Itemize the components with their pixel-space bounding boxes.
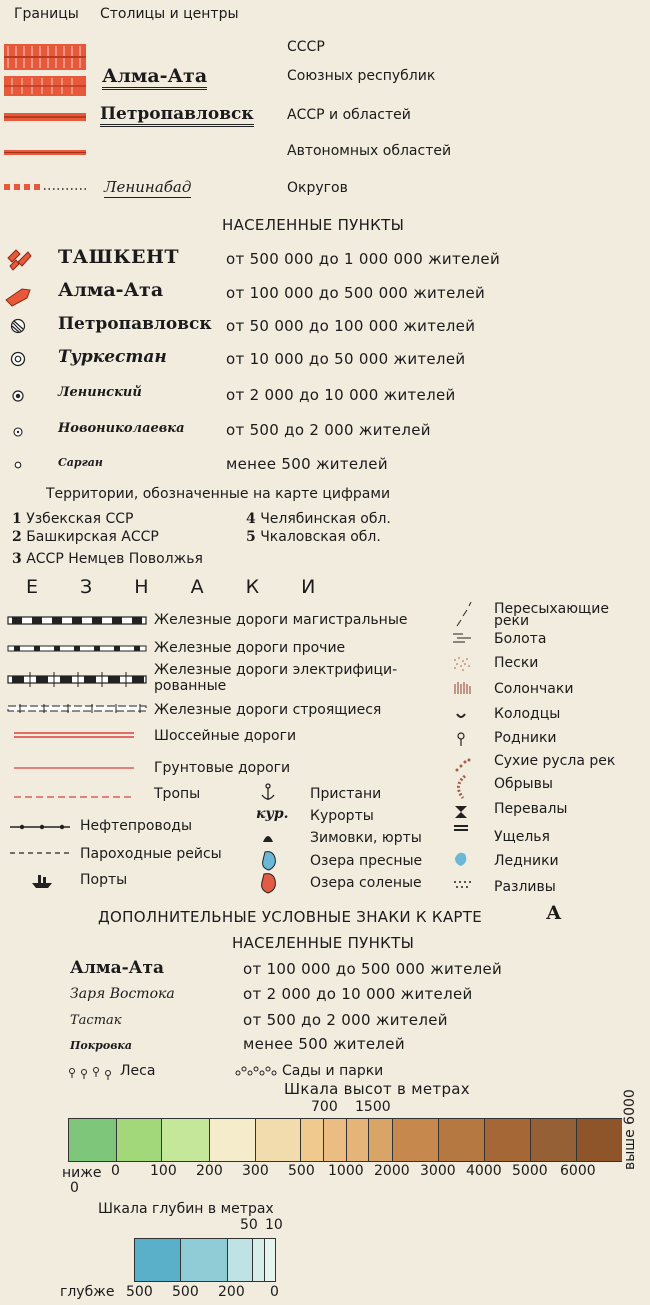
drying-rivers-label-2: реки: [494, 613, 530, 629]
glaciers-label: Ледники: [494, 853, 559, 869]
oblast-center-sample: Петропавловск: [100, 104, 254, 124]
settlements-title: НАСЕЛЕННЫЕ ПУНКТЫ: [222, 216, 405, 234]
height-cell-1000-1500: [347, 1119, 369, 1161]
gorges-label: Ущелья: [494, 829, 550, 845]
forest-icon: [70, 1068, 111, 1081]
resorts-label: Курорты: [310, 808, 374, 824]
rail-construction-symbol: [8, 704, 146, 713]
border-label-ussr: СССР: [287, 39, 325, 55]
territory-1: 1 Узбекская ССР: [12, 511, 134, 527]
settlement-name-3: Петропавловск: [58, 314, 212, 334]
rail-construction-label: Железные дороги строящиеся: [154, 702, 382, 718]
settlement-icons: [0, 240, 40, 480]
depth-cell-200-50: [228, 1239, 253, 1281]
border-symbols: [0, 0, 650, 210]
oil-pipeline-label: Нефтепроводы: [80, 818, 193, 834]
rail-electric-symbol: [8, 672, 146, 687]
height-tick-3000: 3000: [420, 1163, 456, 1179]
dirt-road-label: Грунтовые дороги: [154, 760, 291, 776]
additional-name-4: Покровка: [70, 1039, 132, 1052]
flood-icon: [454, 881, 471, 888]
settlement-range-5: от 2 000 до 10 000 жителей: [226, 386, 456, 404]
border-label-republic: Союзных республик: [287, 68, 436, 84]
settlement-range-6: от 500 до 2 000 жителей: [226, 421, 431, 439]
port-icon: [32, 875, 52, 888]
settlement-range-3: от 50 000 до 100 000 жителей: [226, 317, 476, 335]
anchor-icon: [262, 784, 274, 800]
height-cell-300-500: [256, 1119, 301, 1161]
height-below-label-1: ниже: [62, 1165, 102, 1181]
depth-upper-tick-50: 50: [240, 1217, 258, 1233]
depth-below-label: глубже: [60, 1284, 115, 1300]
fresh-lake-icon: [263, 852, 276, 870]
sand-icon: [454, 657, 470, 671]
village-small-icon: [15, 462, 21, 468]
additional-range-3: от 500 до 2 000 жителей: [243, 1011, 448, 1029]
height-cell-5000-6000: [531, 1119, 577, 1161]
sands-label: Пески: [494, 655, 539, 671]
winter-camp-icon: [263, 836, 273, 842]
additional-map-letter: А: [546, 902, 562, 924]
rail-other-label: Железные дороги прочие: [154, 640, 346, 656]
settlement-range-7: менее 500 жителей: [226, 455, 388, 473]
highway-symbol: [14, 733, 134, 737]
height-cell-200-300: [210, 1119, 256, 1161]
city-100k-icon: [12, 320, 25, 333]
salt-marsh-icon: [455, 682, 470, 694]
depth-scale-title: Шкала глубин в метрах: [98, 1201, 274, 1217]
height-cell-0-100: [117, 1119, 162, 1161]
gorge-icon: [454, 826, 468, 830]
height-cell-below-0: [69, 1119, 117, 1161]
garden-icon: [236, 1067, 276, 1075]
additional-range-1: от 100 000 до 500 000 жителей: [243, 960, 503, 978]
settlement-range-2: от 100 000 до 500 000 жителей: [226, 284, 486, 302]
height-tick-6000: 6000: [560, 1163, 596, 1179]
border-label-district: Округов: [287, 180, 348, 196]
village-2k-icon: [14, 428, 22, 436]
settlement-range-1: от 500 000 до 1 000 000 жителей: [226, 250, 500, 268]
spring-icon: [458, 733, 464, 746]
oil-pipeline-symbol: [10, 825, 70, 829]
height-tick-0: 0: [111, 1163, 120, 1179]
winter-camps-label: Зимовки, юрты: [310, 830, 422, 846]
height-cell-1500-2000: [369, 1119, 393, 1161]
salt-marsh-label: Солончаки: [494, 681, 574, 697]
additional-range-4: менее 500 жителей: [243, 1035, 405, 1053]
depth-upper-tick-10: 10: [265, 1217, 283, 1233]
signs-heading: Е З Н А К И: [26, 576, 334, 598]
additional-name-2: Заря Востока: [70, 986, 175, 1002]
territory-2: 2 Башкирская АССР: [12, 529, 159, 545]
passes-label: Перевалы: [494, 801, 568, 817]
height-upper-tick-1500: 1500: [355, 1099, 391, 1115]
additional-name-3: Тастак: [70, 1013, 122, 1028]
depth-cell-deeper-500: [135, 1239, 181, 1281]
cliff-icon: [458, 776, 465, 798]
swamp-icon: [453, 634, 471, 642]
height-cell-4000-5000: [485, 1119, 531, 1161]
height-above-label: выше 6000: [622, 1089, 638, 1170]
height-scale-title: Шкала высот в метрах: [284, 1080, 470, 1098]
dry-channels-label: Сухие русла рек: [494, 753, 616, 769]
port-label: Порты: [80, 872, 128, 888]
territory-4: 4 Челябинская обл.: [246, 511, 391, 527]
additional-range-2: от 2 000 до 10 000 жителей: [243, 985, 473, 1003]
additional-title: ДОПОЛНИТЕЛЬНЫЕ УСЛОВНЫЕ ЗНАКИ К КАРТЕ: [98, 908, 483, 926]
trail-label: Тропы: [154, 786, 201, 802]
depth-cell-50-10: [253, 1239, 265, 1281]
rail-electric-label-2: рованные: [154, 678, 227, 694]
town-50k-icon: [12, 353, 25, 366]
height-tick-300: 300: [242, 1163, 269, 1179]
swamps-label: Болота: [494, 631, 547, 647]
capitals-header: Столицы и центры: [100, 6, 239, 22]
resort-abbr: кур.: [256, 806, 289, 822]
drying-river-icon: [457, 602, 471, 626]
floods-label: Разливы: [494, 879, 556, 895]
height-tick-100: 100: [150, 1163, 177, 1179]
height-color-scale: [68, 1118, 622, 1162]
territory-5: 5 Чкаловская обл.: [246, 529, 381, 545]
depth-tick-500a: 500: [126, 1284, 153, 1300]
rail-main-symbol: [8, 617, 146, 624]
border-label-autonomous: Автономных областей: [287, 143, 452, 159]
ferry-route-label: Пароходные рейсы: [80, 846, 222, 862]
well-icon: [457, 714, 465, 717]
settlement-name-2: Алма-Ата: [58, 279, 164, 301]
border-label-assr: АССР и областей: [287, 107, 411, 123]
additional-subtitle: НАСЕЛЕННЫЕ ПУНКТЫ: [232, 934, 415, 952]
pass-icon: [455, 806, 467, 818]
rail-electric-label-1: Железные дороги электрифици-: [154, 662, 398, 678]
district-center-sample: Ленинабад: [104, 178, 192, 196]
height-tick-500: 500: [288, 1163, 315, 1179]
height-tick-2000: 2000: [374, 1163, 410, 1179]
district-border-symbol: [4, 184, 86, 190]
cliffs-label: Обрывы: [494, 776, 553, 792]
depth-cell-10-0: [265, 1239, 275, 1281]
height-cell-500-700: [301, 1119, 324, 1161]
height-upper-tick-700: 700: [311, 1099, 338, 1115]
settlement-name-7: Сарган: [58, 456, 103, 469]
settlement-range-4: от 10 000 до 50 000 жителей: [226, 350, 466, 368]
settlement-name-5: Ленинский: [58, 385, 142, 400]
city-500k-icon: [6, 289, 30, 306]
settlement-name-1: ТАШКЕНТ: [58, 246, 180, 268]
height-tick-1000: 1000: [328, 1163, 364, 1179]
additional-name-1: Алма-Ата: [70, 958, 165, 978]
territories-title: Территории, обозначенные на карте цифрами: [46, 486, 391, 502]
settlement-name-4: Туркестан: [58, 347, 167, 367]
height-cell-700-1000: [324, 1119, 347, 1161]
drying-rivers-label-1: Пересыхающие: [494, 601, 609, 617]
republic-capital-sample: Алма-Ата: [102, 65, 207, 87]
glacier-icon: [455, 853, 466, 866]
height-cell-3000-4000: [439, 1119, 485, 1161]
fresh-lakes-label: Озера пресные: [310, 853, 423, 869]
city-1m-icon: [8, 250, 31, 270]
height-tick-4000: 4000: [466, 1163, 502, 1179]
depth-cell-500-200: [181, 1239, 228, 1281]
middle-sign-icons: [255, 780, 295, 900]
territory-3: 3 АССР Немцев Поволжья: [12, 551, 203, 567]
highway-label: Шоссейные дороги: [154, 728, 297, 744]
gardens-label: Сады и парки: [282, 1063, 384, 1079]
springs-label: Родники: [494, 730, 557, 746]
depth-color-scale: [134, 1238, 276, 1282]
rail-other-symbol: [8, 646, 146, 651]
depth-tick-500b: 500: [172, 1284, 199, 1300]
salt-lake-icon: [262, 874, 276, 893]
borders-header: Границы: [14, 6, 79, 22]
height-tick-200: 200: [196, 1163, 223, 1179]
height-cell-100-200: [162, 1119, 210, 1161]
dry-channel-icon: [456, 759, 471, 772]
salt-lakes-label: Озера соленые: [310, 875, 422, 891]
depth-tick-0: 0: [270, 1284, 279, 1300]
town-10k-icon: [13, 391, 23, 401]
wells-label: Колодцы: [494, 706, 561, 722]
height-tick-5000: 5000: [512, 1163, 548, 1179]
depth-tick-200: 200: [218, 1284, 245, 1300]
forests-label: Леса: [120, 1063, 156, 1079]
rail-main-label: Железные дороги магистральные: [154, 612, 408, 628]
settlement-name-6: Новониколаевка: [58, 421, 185, 436]
piers-label: Пристани: [310, 786, 382, 802]
right-sign-icons: [445, 600, 495, 900]
height-below-label-2: 0: [70, 1180, 79, 1196]
height-cell-above-6000: [577, 1119, 622, 1161]
height-cell-2000-3000: [393, 1119, 439, 1161]
